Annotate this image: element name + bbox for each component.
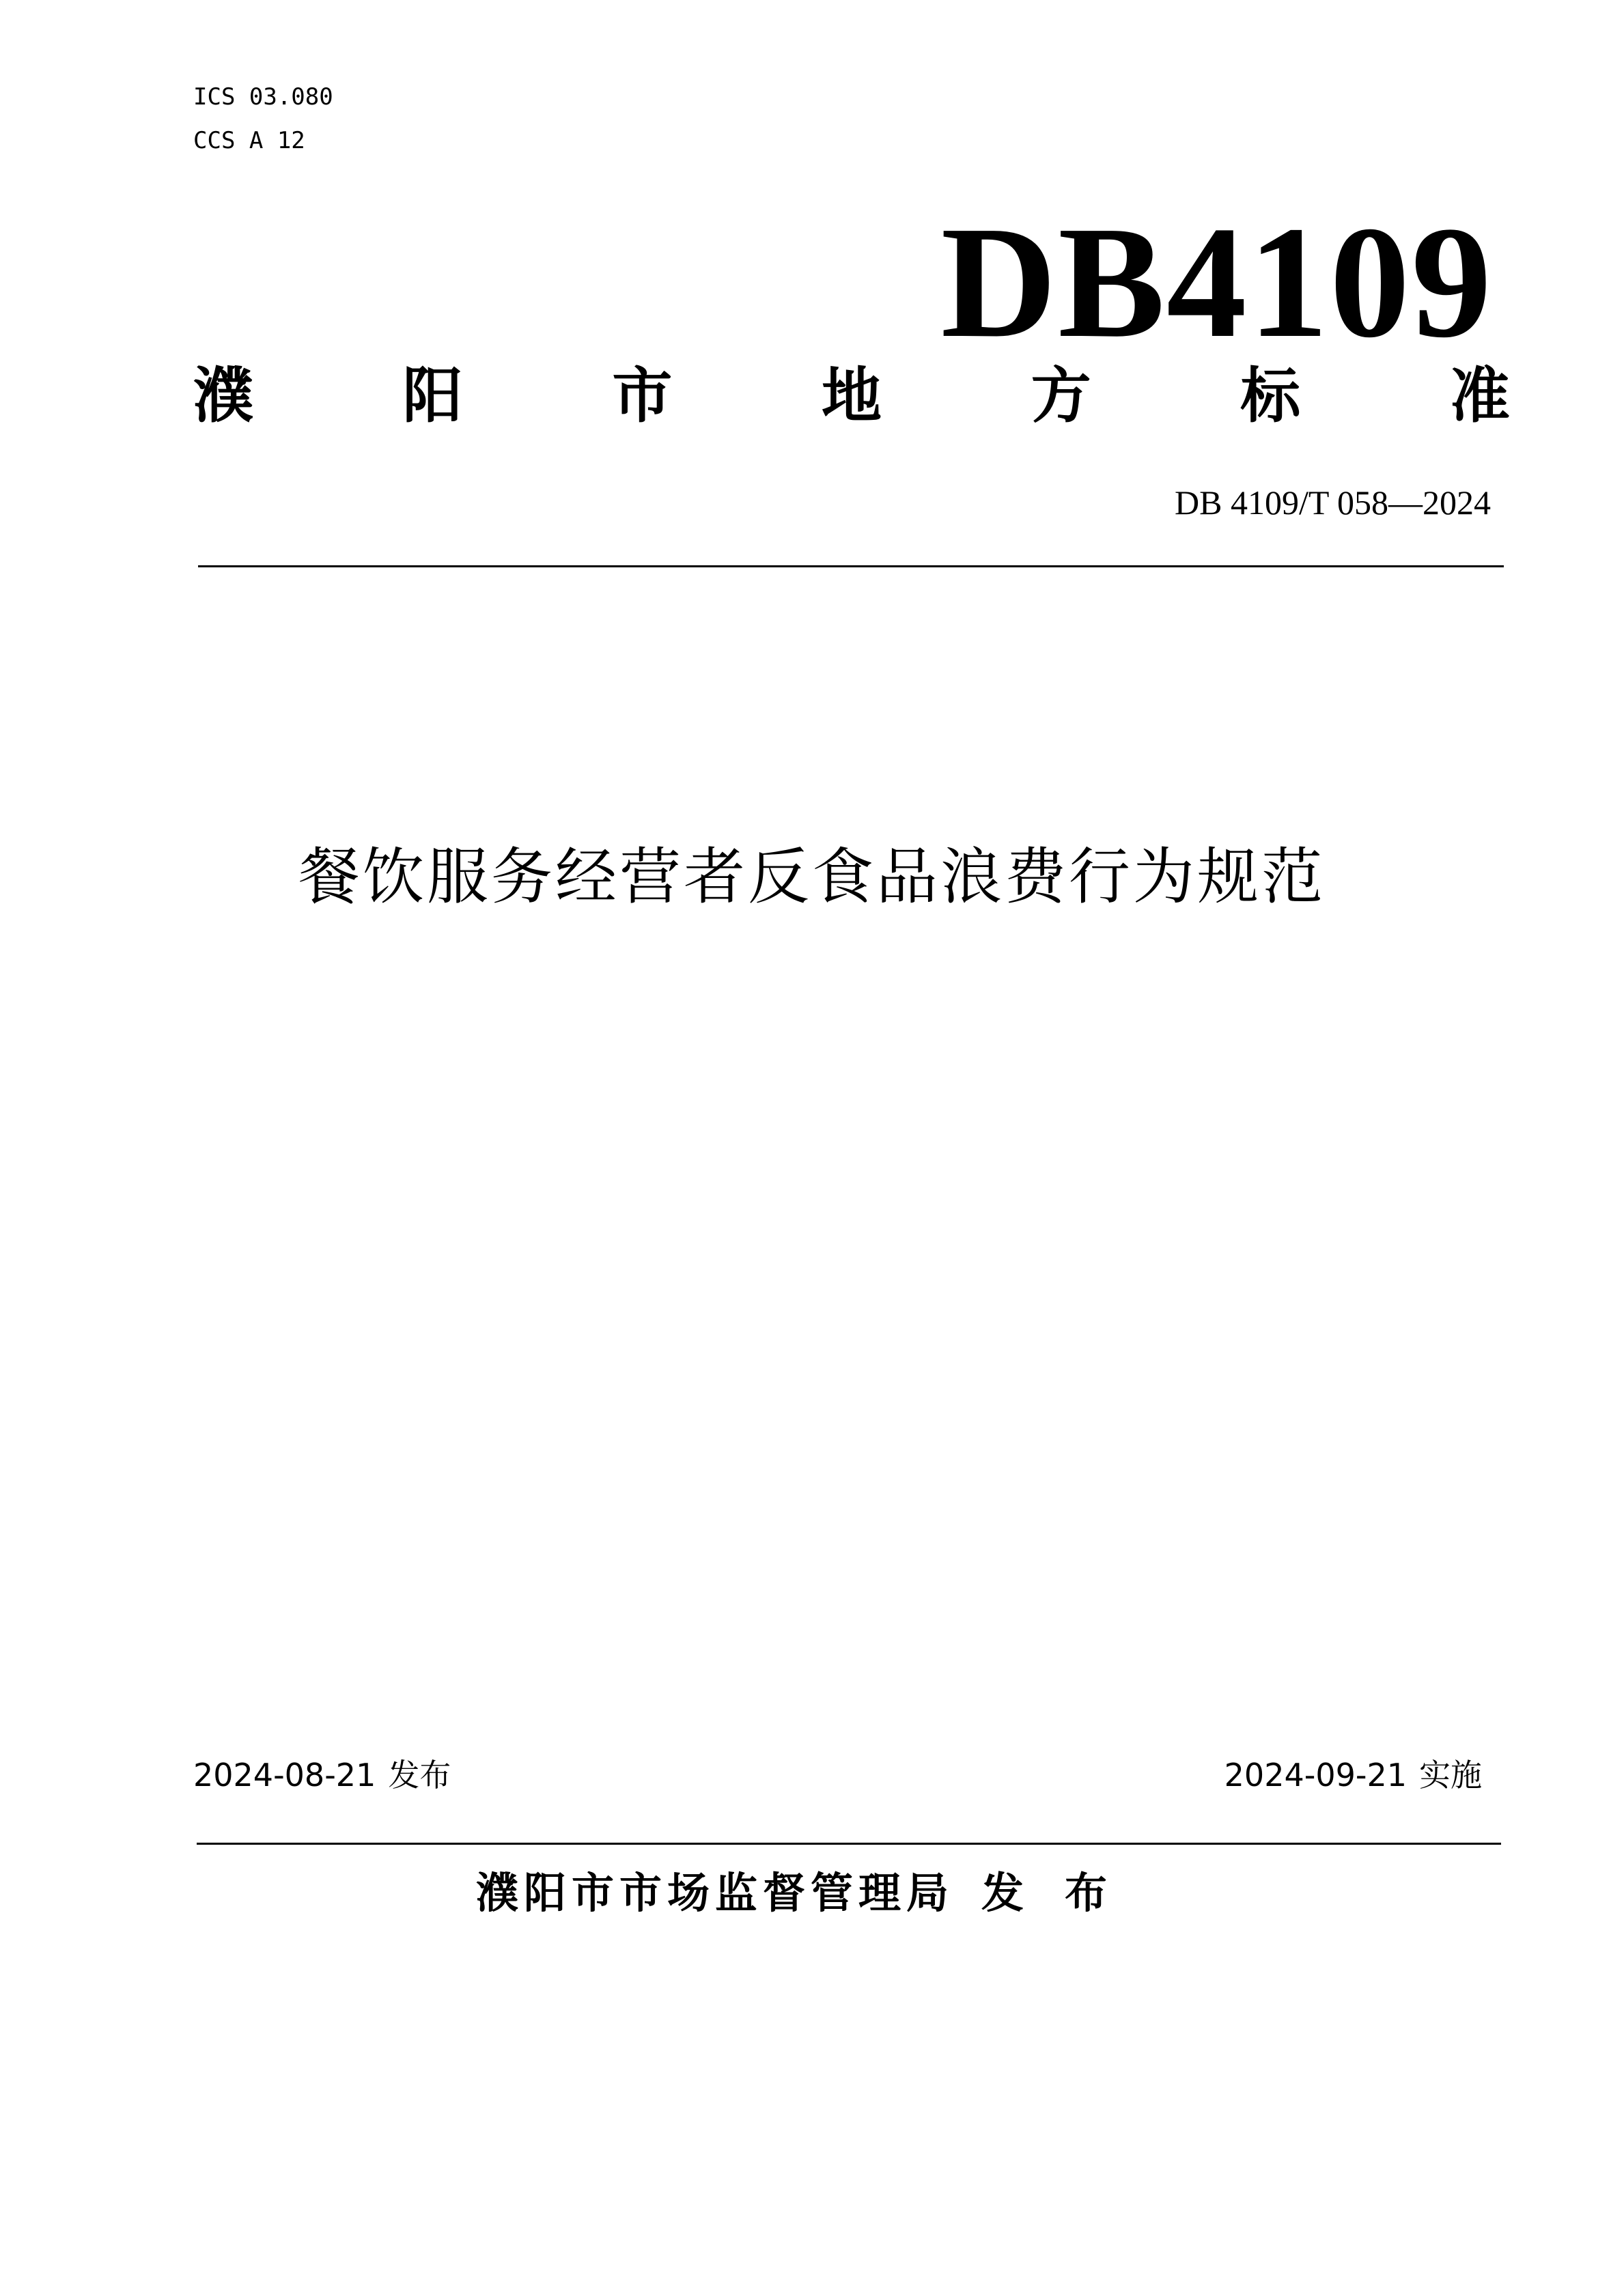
publish-date xyxy=(193,1755,451,1796)
effective-label: 实施 xyxy=(1419,1757,1482,1794)
standard-number: DB 4109/T 058—2024 xyxy=(1175,483,1491,522)
ccs-code: CCS A 12 xyxy=(193,127,305,154)
standard-type-char: 方 xyxy=(1031,360,1091,431)
standard-type-char: 地 xyxy=(821,360,882,431)
issuer-action: 发布 xyxy=(981,1868,1149,1918)
effective-date-value: 2024-09-21 xyxy=(1224,1757,1407,1794)
standard-type-heading xyxy=(193,362,1510,430)
document-title: 餐饮服务经营者反食品浪费行为规范 xyxy=(298,841,1326,913)
effective-date xyxy=(1224,1755,1482,1796)
top-divider xyxy=(198,565,1504,567)
standard-type-char: 准 xyxy=(1449,360,1510,431)
standard-type-char: 标 xyxy=(1240,360,1301,431)
standard-type-char: 市 xyxy=(612,360,673,431)
publish-date-value: 2024-08-21 xyxy=(193,1757,376,1794)
ics-code: ICS 03.080 xyxy=(193,83,333,111)
issuer-name: 濮阳市市场监督管理局 xyxy=(475,1868,954,1918)
standard-code-logo: DB4109 xyxy=(940,193,1493,371)
standard-type-char: 阳 xyxy=(402,360,463,431)
standard-type-char: 濮 xyxy=(193,360,254,431)
bottom-divider xyxy=(197,1843,1501,1845)
issuer-line xyxy=(0,1866,1624,1921)
publish-label: 发布 xyxy=(388,1757,451,1794)
